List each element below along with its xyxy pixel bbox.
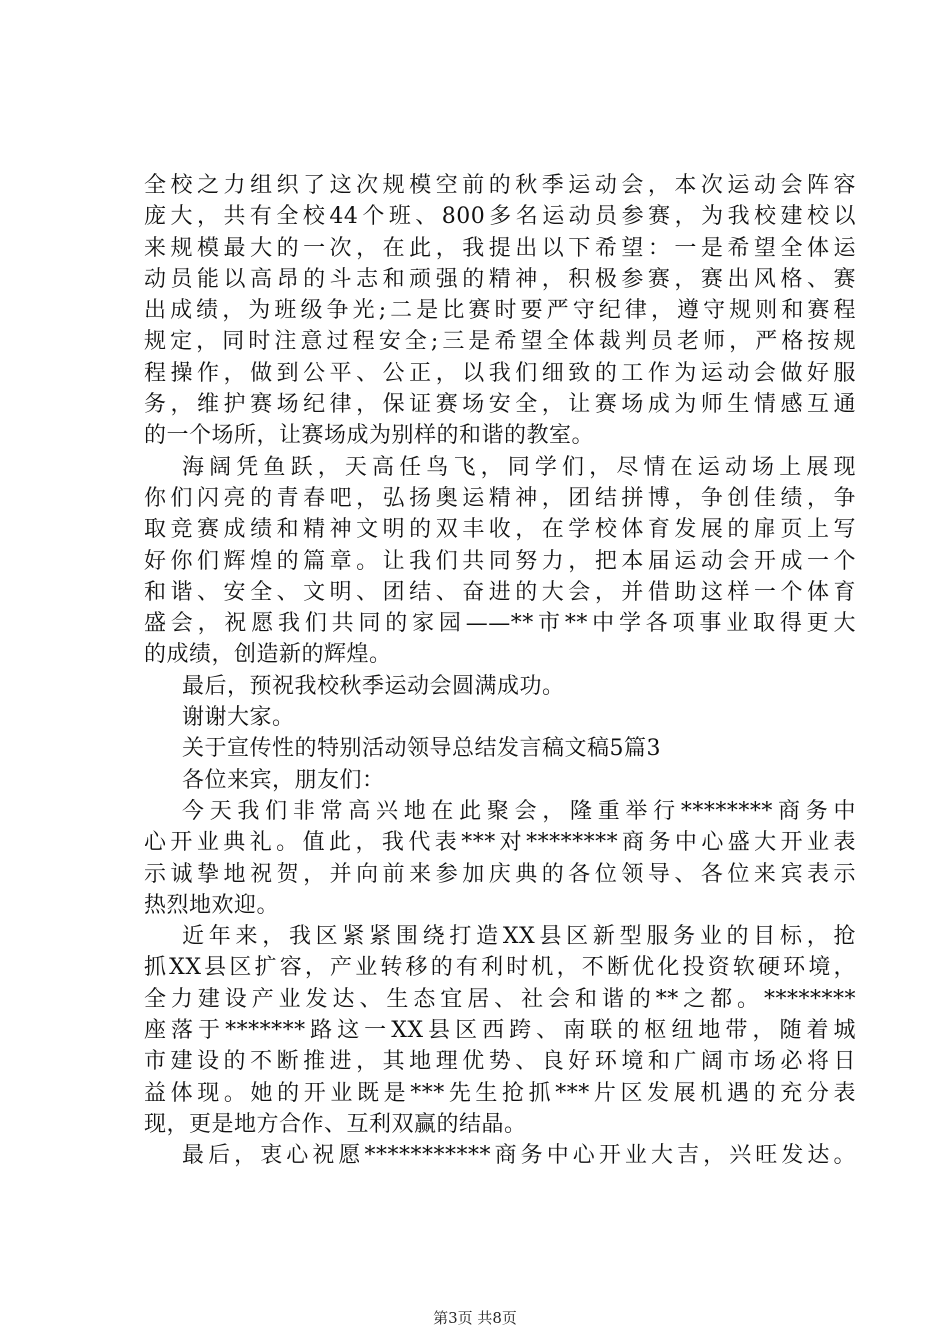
text-line: 好你们辉煌的篇章。让我们共同努力，把本届运动会开成一个: [144, 548, 856, 574]
text-line: 市建设的不断推进，其地理优势、良好环境和广阔市场必将日: [144, 1049, 856, 1075]
salutation: 各位来宾，朋友们：: [182, 767, 385, 793]
text-line: 出成绩，为班级争光;二是比赛时要严守纪律，遵守规则和赛程: [144, 298, 856, 324]
section-heading: 关于宣传性的特别活动领导总结发言稿文稿5篇3: [182, 736, 661, 762]
text-line: 现，更是地方合作、互利双赢的结晶。: [144, 1111, 527, 1137]
text-line: 取竞赛成绩和精神文明的双丰收，在学校体育发展的扉页上写: [144, 517, 856, 543]
text-line: 最后，衷心祝愿***********商务中心开业大吉，兴旺发达。: [182, 1143, 856, 1169]
text-line: 全校之力组织了这次规模空前的秋季运动会，本次运动会阵容: [144, 173, 856, 198]
text-line: 规定，同时注意过程安全;三是希望全体裁判员老师，严格按规: [144, 329, 856, 355]
text-line: 心开业典礼。值此，我代表***对********商务中心盛大开业表: [144, 830, 856, 856]
text-line: 全力建设产业发达、生态宜居、社会和谐的**之都。********: [144, 986, 856, 1012]
text-line: 的成绩，创造新的辉煌。: [144, 642, 392, 668]
text-line: 座落于*******路这一XX县区西跨、南联的枢纽地带，随着城: [144, 1018, 856, 1044]
text-line: 的一个场所，让赛场成为别样的和谐的教室。: [144, 423, 595, 449]
text-line: 和谐、安全、文明、团结、奋进的大会，并借助这样一个体育: [144, 579, 856, 605]
text-line: 盛会，祝愿我们共同的家园——**市**中学各项事业取得更大: [144, 611, 856, 637]
text-line: 来规模最大的一次，在此，我提出以下希望：一是希望全体运: [144, 235, 856, 261]
text-line: 你们闪亮的青春吧，弘扬奥运精神，团结拼博，争创佳绩，争: [144, 485, 856, 511]
text-line: 庞大，共有全校44个班、800多名运动员参赛，为我校建校以: [144, 204, 856, 230]
document-body: [144, 170, 856, 1172]
text-line: 近年来，我区紧紧围绕打造XX县区新型服务业的目标，抢: [182, 924, 856, 950]
text-line: 海阔凭鱼跃，天高任鸟飞，同学们，尽情在运动场上展现: [182, 454, 856, 480]
page-footer: [0, 1307, 950, 1328]
text-line: 益体现。她的开业既是***先生抢抓***片区发展机遇的充分表: [144, 1080, 856, 1106]
text-line: 今天我们非常高兴地在此聚会，隆重举行********商务中: [182, 798, 856, 824]
text-line: 动员能以高昂的斗志和顽强的精神，积极参赛，赛出风格、赛: [144, 266, 856, 292]
text-line: 谢谢大家。: [182, 705, 295, 731]
text-line: 务，维护赛场纪律，保证赛场安全，让赛场成为师生情感互通: [144, 392, 856, 418]
text-line: 最后，预祝我校秋季运动会圆满成功。: [182, 673, 565, 699]
text-line: 程操作，做到公平、公正，以我们细致的工作为运动会做好服: [144, 360, 856, 386]
text-line: 示诚挚地祝贺，并向前来参加庆典的各位领导、各位来宾表示: [144, 861, 856, 887]
text-line: 热烈地欢迎。: [144, 892, 280, 918]
text-line: 抓XX县区扩容，产业转移的有利时机，不断优化投资软硬环境，: [144, 955, 856, 981]
page-number-label: 第3页 共8页: [433, 1309, 517, 1327]
